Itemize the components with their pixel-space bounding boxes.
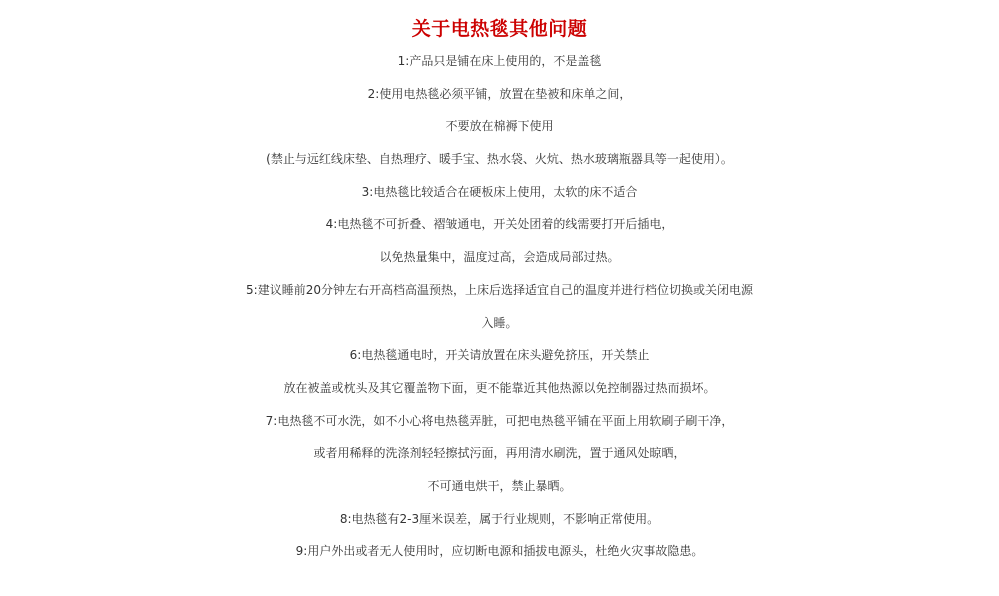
document-body (0, 14, 999, 568)
text-line-16: 9:用户外出或者无人使用时，应切断电源和插拔电源头，杜绝火灾事故隐患。 (295, 544, 704, 559)
text-line-5: 3:电热毯比较适合在硬板床上使用，太软的床不适合 (361, 184, 638, 199)
text-line-15: 8:电热毯有2-3厘米误差，属于行业规则，不影响正常使用。 (339, 511, 660, 526)
document-title: 关于电热毯其他问题 (411, 18, 588, 40)
text-line-10: 6:电热毯通电时，开关请放置在床头避免挤压，开关禁止 (349, 348, 650, 363)
text-line-8: 5:建议睡前20分钟左右开高档高温预热，上床后选择适宜自己的温度并进行档位切换或关闭电源 (246, 282, 753, 297)
text-line-14: 不可通电烘干，禁止暴晒。 (427, 478, 572, 493)
text-line-1: 1:产品只是铺在床上使用的，不是盖毯 (397, 54, 602, 68)
text-line-6: 4:电热毯不可折叠、褶皱通电，开关处团着的线需要打开后插电， (325, 217, 674, 232)
text-line-4: (禁止与远红线床垫、自热理疗、暖手宝、热水袋、火炕、热水玻璃瓶器具等一起使用）。 (266, 152, 733, 167)
text-line-11: 放在被盖或枕头及其它覆盖物下面，更不能靠近其他热源以免控制器过热而损坏。 (283, 380, 716, 395)
text-line-13: 或者用稀释的洗涤剂轻轻擦拭污面，再用清水刷洗，置于通风处晾晒， (313, 446, 686, 461)
text-line-3: 不要放在棉褥下使用 (445, 119, 554, 134)
text-line-7: 以免热量集中，温度过高，会造成局部过热。 (379, 250, 620, 265)
text-line-2: 2:使用电热毯必须平铺，放置在垫被和床单之间， (367, 86, 632, 101)
text-line-12: 7:电热毯不可水洗，如不小心将电热毯弄脏，可把电热毯平铺在平面上用软刷子刷干净， (265, 413, 734, 428)
text-line-9: 入睡。 (481, 315, 518, 330)
